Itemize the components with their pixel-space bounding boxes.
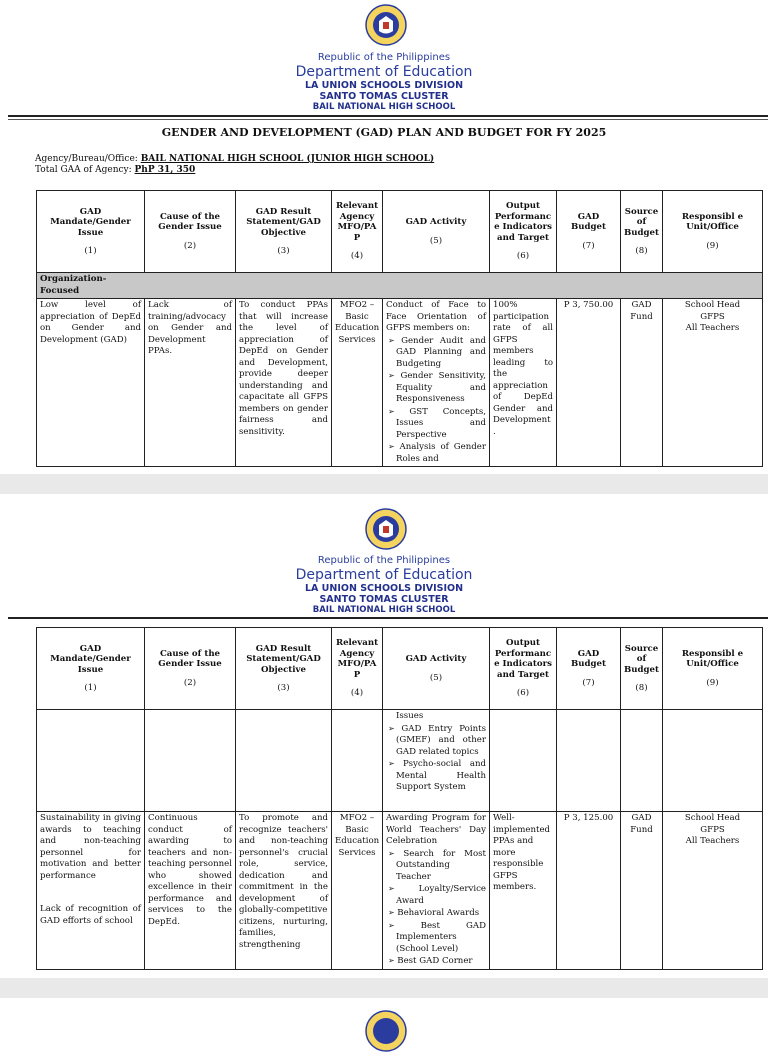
page-title: GENDER AND DEVELOPMENT (GAD) PLAN AND BUDGET FOR FY 2025 — [161, 126, 607, 139]
output-cell: Well-implemented PPAs and more responsible GFPS members. — [490, 812, 557, 970]
gad-table-page-1 — [36, 190, 763, 467]
section-label: Organization-Focused — [37, 273, 763, 299]
arrow-bullet-icon: ➢ — [388, 442, 400, 451]
list-item: Issues — [396, 711, 424, 721]
section-row — [37, 273, 763, 299]
table-row — [37, 710, 763, 812]
col-header: Relevant Agency MFO/PA P (4) — [332, 191, 383, 273]
col-header: Source of Budget (8) — [621, 628, 663, 710]
arrow-bullet-icon: ➢ — [388, 335, 402, 345]
letterhead — [0, 555, 768, 615]
cluster-name: SANTO TOMAS CLUSTER — [319, 594, 449, 605]
agency-label: Agency/Bureau/Office: — [35, 154, 138, 164]
table-row — [37, 299, 763, 467]
cause-cell: Lack of training/advocacy on Gender and Development PPAs. — [145, 299, 236, 467]
col-header: Source of Budget (8) — [621, 191, 663, 273]
agency-meta — [35, 154, 434, 176]
mfo-cell: MFO2 – Basic Education Services — [332, 299, 383, 467]
col-header: Relevant Agency MFO/PA P (4) — [332, 628, 383, 710]
gaa-value: PhP 31, 350 — [134, 165, 196, 175]
arrow-bullet-icon: ➢ — [388, 759, 404, 768]
republic-text: Republic of the Philippines — [317, 52, 451, 63]
col-header: Responsibl e Unit/Office (9) — [663, 191, 763, 273]
col-header: GAD Budget (7) — [557, 191, 621, 273]
responsible-cell: School Head GFPS All Teachers — [663, 299, 763, 467]
arrow-bullet-icon: ➢ — [388, 406, 410, 416]
list-item: ➢ Gender Audit and GAD Planning and Budgeting — [388, 335, 487, 369]
division-name: LA UNION SCHOOLS DIVISION — [304, 583, 464, 594]
gad-table-page-2 — [36, 627, 763, 970]
table-row — [37, 812, 763, 970]
arrow-bullet-icon: ➢ — [388, 908, 398, 917]
table-header-row — [37, 191, 763, 273]
list-item: ➢ Best GAD Implementers (School Level) — [388, 920, 486, 954]
col-header: Responsibl e Unit/Office (9) — [663, 628, 763, 710]
page-separator — [0, 474, 768, 494]
mandate-cell: Sustainability in giving awards to teaching and non-teaching personnel for motivation and better performance Lack of recognition of GAD efforts of school — [37, 812, 145, 970]
source-cell: GAD Fund — [621, 812, 663, 970]
republic-text: Republic of the Philippines — [317, 555, 451, 566]
arrow-bullet-icon: ➢ — [388, 956, 398, 965]
header-rule — [8, 617, 768, 619]
objective-cell: To conduct PPAs that will increase the level of appreciation of DepEd on Gender and Development, provide deeper understanding and capacitate all GFPS members on gender fairness and sensitivity. — [236, 299, 332, 467]
deped-seal-icon — [365, 1010, 407, 1052]
cause-cell: Continuous conduct of awarding to teachers and non-teaching personnel who showed excellence in their performance and services to the DepEd. — [145, 812, 236, 970]
col-header: GAD Result Statement/GAD Objective (3) — [236, 628, 332, 710]
activity-cell — [383, 710, 490, 812]
col-header: Output Performanc e Indicators and Target (6) — [490, 628, 557, 710]
list-item: ➢ Analysis of Gender Roles and — [388, 442, 486, 464]
list-item: ➢ Loyalty/Service Award — [388, 884, 486, 906]
department-name: Department of Education — [295, 64, 473, 80]
list-item: ➢ Best GAD Corner — [388, 956, 473, 966]
col-header: GAD Activity (5) — [383, 628, 490, 710]
budget-cell: P 3, 125.00 — [557, 812, 621, 970]
responsible-cell: School Head GFPS All Teachers — [663, 812, 763, 970]
col-header: Cause of the Gender Issue (2) — [145, 191, 236, 273]
col-header: GAD Budget (7) — [557, 628, 621, 710]
budget-cell: P 3, 750.00 — [557, 299, 621, 467]
list-item: ➢ Search for Most Outstanding Teacher — [388, 848, 486, 882]
col-header: GAD Activity (5) — [383, 191, 490, 273]
page-separator — [0, 978, 768, 998]
agency-value: BAIL NATIONAL HIGH SCHOOL (JUNIOR HIGH SCHOOL) — [140, 154, 435, 164]
arrow-bullet-icon: ➢ — [388, 723, 402, 733]
activity-cell: Conduct of Face to Face Orientation of GFPS members on: ➢ Gender Audit and GAD Planning and Budgeting ➢ Gender Sensitivity, Equality and Responsiveness ➢ GST Concepts, Issues and Perspective ➢ Analysis of Gender Roles and — [383, 299, 490, 467]
header-rule — [8, 115, 768, 117]
list-item: ➢ Behavioral Awards — [388, 908, 480, 918]
output-cell: 100% participation rate of all GFPS members leading to the appreciation of DepEd Gender and Development . — [490, 299, 557, 467]
letterhead — [0, 52, 768, 112]
school-name: BAIL NATIONAL HIGH SCHOOL — [312, 605, 456, 615]
col-header: Output Performanc e Indicators and Target (6) — [490, 191, 557, 273]
list-item: ➢ GAD Entry Points (GMEF) and other GAD related topics — [388, 723, 487, 757]
arrow-bullet-icon: ➢ — [388, 848, 404, 858]
col-header: Cause of the Gender Issue (2) — [145, 628, 236, 710]
arrow-bullet-icon: ➢ — [388, 884, 419, 893]
deped-seal-icon — [365, 508, 407, 550]
table-header-row — [37, 628, 763, 710]
school-name: BAIL NATIONAL HIGH SCHOOL — [312, 102, 456, 112]
col-header: GAD Mandate/Gender Issue (1) — [37, 628, 145, 710]
mfo-cell: MFO2 – Basic Education Services — [332, 812, 383, 970]
gaa-label: Total GAA of Agency: — [35, 165, 132, 175]
source-cell: GAD Fund — [621, 299, 663, 467]
header-rule-thin — [8, 119, 768, 120]
arrow-bullet-icon: ➢ — [388, 371, 401, 380]
mandate-cell: Low level of appreciation of DepEd on Gender and Development (GAD) — [37, 299, 145, 467]
objective-cell: To promote and recognize teachers' and non-teaching personnel's crucial role, service, dedication and commitment in the development of globally-competitive citizens, nurturing, families, strengthening — [236, 812, 332, 970]
department-name: Department of Education — [295, 567, 473, 583]
col-header: GAD Mandate/Gender Issue (1) — [37, 191, 145, 273]
cluster-name: SANTO TOMAS CLUSTER — [319, 91, 449, 102]
deped-seal-icon — [365, 4, 407, 46]
list-item: ➢ Gender Sensitivity, Equality and Responsiveness — [388, 371, 486, 404]
activity-cell: Awarding Program for World Teachers' Day Celebration ➢ Search for Most Outstanding Teacher ➢ Loyalty/Service Award ➢ Behavioral Awards ➢ Best GAD Implementers (School Level) ➢ Best GAD Corner — [383, 812, 490, 970]
list-item: ➢ GST Concepts, Issues and Perspective — [388, 406, 486, 440]
col-header: GAD Result Statement/GAD Objective (3) — [236, 191, 332, 273]
division-name: LA UNION SCHOOLS DIVISION — [304, 80, 464, 91]
list-item: ➢ Psycho-social and Mental Health Support System — [388, 759, 486, 792]
arrow-bullet-icon: ➢ — [388, 920, 421, 930]
